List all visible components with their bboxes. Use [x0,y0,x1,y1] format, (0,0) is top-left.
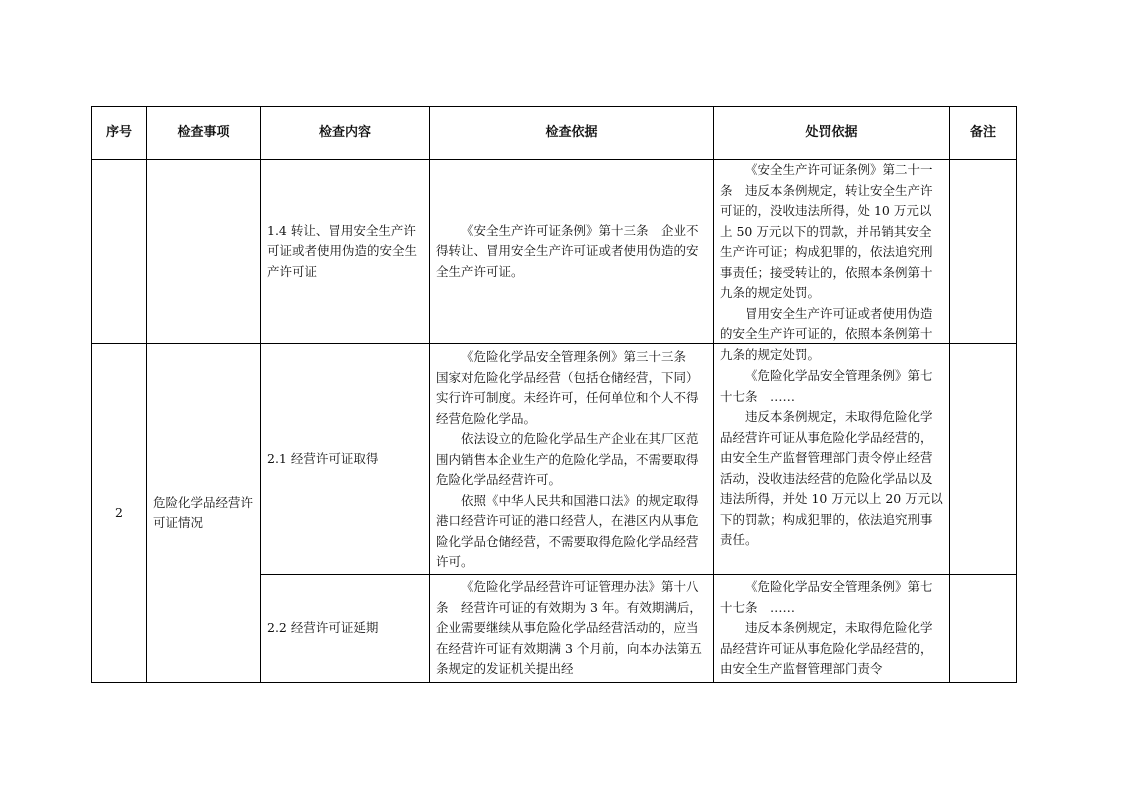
row1-content-text: 1.4 转让、冒用安全生产许可证或者使用伪造的安全生产许可证 [267,222,418,279]
row2-1-basis [430,344,714,575]
header-penalty: 处罚依据 [714,107,950,160]
row2-item [147,344,261,682]
row2-1-penalty-para-2: 违反本条例规定，未取得危险化学品经营许可证从事危险化学品经营的，由安全生产监督管理部门责令停止经营活动，没收违法经营的危险化学品以及违法所得，并处 10 万元以上 20 万元以下的罚款；构成犯罪的，依法追究刑事责任。 [720,409,943,547]
row2-2-basis-para: 《危险化学品经营许可证管理办法》第十八条 经营许可证的有效期为 3 年。有效期满后，企业需要继续从事危险化学品经营活动的，应当在经营许可证有效期满 3 个月前，向本办法第五条规定的发证机关提出经 [436,579,702,676]
row2-1-basis-para-1: 《危险化学品安全管理条例》第三十三条 国家对危险化学品经营（包括仓储经营，下同）实行许可制度。未经许可，任何单位和个人不得经营危险化学品。 [436,349,699,426]
header-item: 检查事项 [147,107,261,160]
inspection-table [91,106,1017,683]
row1-penalty-para-2: 冒用安全生产许可证或者使用伪造的安全生产许可证的，依照本条例第十九条的规定处罚。 [720,305,933,362]
header-basis: 检查依据 [430,107,714,160]
row1-item [147,160,261,344]
row2-2-penalty-para-2: 违反本条例规定，未取得危险化学品经营许可证从事危险化学品经营的，由安全生产监督管理部门责令 [720,620,933,676]
row2-1-content-text: 2.1 经营许可证取得 [267,450,379,466]
row2-1-basis-para-3: 依照《中华人民共和国港口法》的规定取得港口经营许可证的港口经营人，在港区内从事危险化学品仓储经营，不需要取得危险化学品经营许可。 [436,492,699,569]
row2-1-penalty-para-1: 《危险化学品安全管理条例》第七十七条 …… [720,368,933,404]
row2-1-remark [950,344,1016,575]
row1-content [261,160,430,344]
row1-basis-para: 《安全生产许可证条例》第十三条 企业不得转让、冒用安全生产许可证或者使用伪造的安全生产许可证。 [436,222,699,279]
row1-seq [92,160,147,344]
row2-seq: 2 [92,344,147,682]
row2-2-remark [950,575,1016,682]
row2-1-basis-para-2: 依法设立的危险化学品生产企业在其厂区范围内销售本企业生产的危险化学品，不需要取得危险化学品经营许可。 [436,431,699,487]
row1-basis [430,160,714,344]
header-seq: 序号 [92,107,147,160]
row1-penalty [714,160,950,362]
row2-2-penalty-para-1: 《危险化学品安全管理条例》第七十七条 …… [720,579,933,615]
row2-item-text: 危险化学品经营许可证情况 [153,494,254,530]
header-content: 检查内容 [261,107,430,160]
row2-2-penalty [714,575,950,682]
row2-2-basis [430,575,714,682]
row1-penalty-para-1: 《安全生产许可证条例》第二十一条 违反本条例规定，转让安全生产许可证的，没收违法所得，处 10 万元以上 50 万元以下的罚款，并吊销其安全生产许可证；构成犯罪的，依法追究刑事责任；接受转让的，依照本条例第十九条的规定处罚。 [720,162,933,300]
row2-2-content-text: 2.2 经营许可证延期 [267,620,379,636]
row2-1-penalty [714,344,950,575]
row1-remark [950,160,1016,344]
row2-2-content [261,575,430,682]
header-remark: 备注 [950,107,1016,160]
row2-1-content [261,344,430,575]
